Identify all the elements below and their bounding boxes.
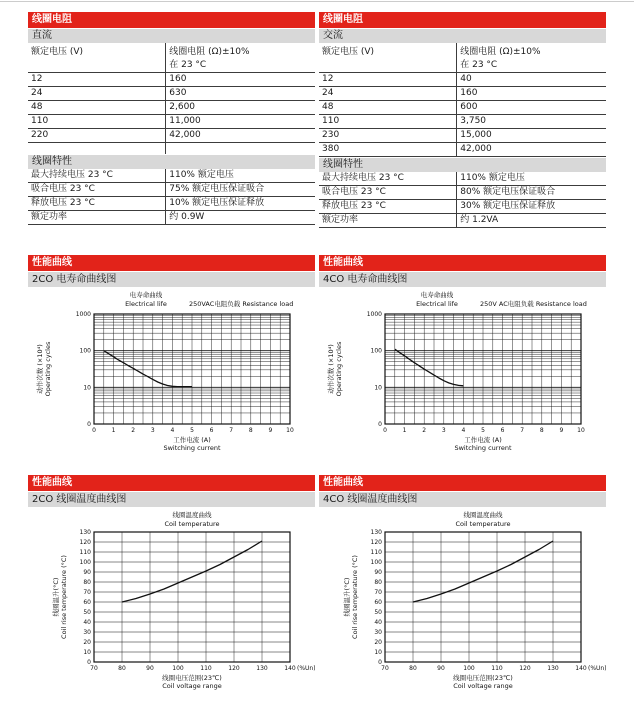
table-row [28, 128, 315, 142]
chart-text: 100 [370, 347, 382, 355]
row-value-cell: 110% 额定电压 [166, 169, 315, 183]
coil-resistance-dc-section [28, 12, 315, 225]
row-value-cell: 约 1.2VA [457, 213, 606, 227]
chart-text: 80 [83, 579, 91, 586]
chart-text: 1 [111, 427, 116, 434]
chart-text: 70 [90, 665, 98, 672]
chart-text: 130 [547, 665, 559, 672]
chart-text: 0 [87, 659, 91, 666]
chart-text: 120 [79, 539, 91, 546]
section-header: 性能曲线 [319, 475, 606, 491]
chart-text: Operating cycles [44, 341, 52, 397]
section-header: 线圈电阻 [319, 12, 606, 28]
coil-temperature-chart-2co [28, 508, 315, 694]
row-label-cell: 230 [319, 128, 457, 142]
coil-characteristics-table-dc [28, 169, 315, 225]
row-value-cell: 11,000 [166, 114, 315, 128]
chart-text: Electrical life [125, 300, 167, 308]
chart-text: 0 [378, 421, 382, 428]
row-value-cell: 110% 额定电压 [457, 172, 606, 186]
row-value-cell: 30% 额定电压保证释放 [457, 199, 606, 213]
row-label-cell: 最大持续电压 23 °C [319, 172, 457, 186]
chart-text: 60 [374, 599, 382, 606]
chart-text: Coil voltage range [162, 682, 222, 690]
chart-text: 90 [83, 569, 91, 576]
chart-text: Coil rise temperature (°C) [351, 555, 359, 639]
chart-text: 10 [374, 384, 382, 392]
electrical-life-chart-2co [28, 288, 315, 462]
row-label-cell: 12 [28, 72, 166, 86]
chart-text: 70 [381, 665, 389, 672]
chart-text: 线圈温度曲线 [463, 511, 503, 519]
row-value-cell: 42,000 [457, 142, 606, 156]
table-row [28, 114, 315, 128]
chart-text: 2 [422, 427, 427, 434]
chart-text: 7 [229, 427, 234, 434]
table-row [319, 172, 606, 186]
col-header-coil-resistance [457, 43, 606, 72]
coil-resistance-ac-section [319, 12, 606, 228]
row-value-cell: 2,600 [166, 100, 315, 114]
coil-characteristics-table-ac [319, 172, 606, 228]
chart-text: 0 [378, 659, 382, 666]
row-value-cell: 80% 额定电压保证吸合 [457, 185, 606, 199]
coil-temperature-chart-2co [28, 508, 315, 698]
chart-text: 6 [209, 427, 214, 434]
section-header: 线圈电阻 [28, 12, 315, 28]
row-label-cell: 380 [319, 142, 457, 156]
chart-text: 工作电流 (A) [464, 436, 502, 444]
chart-text: 140 [575, 665, 587, 672]
section-subheader-dc: 直流 [28, 29, 315, 43]
row-label-cell: 吸合电压 23 °C [319, 185, 457, 199]
chart-text: Coil voltage range [453, 682, 513, 690]
coil-temperature-chart-4co [319, 508, 606, 694]
row-label-cell: 220 [28, 128, 166, 142]
performance-curve-2co-temp-section [28, 475, 315, 698]
table-row [319, 213, 606, 227]
table-row [28, 72, 315, 86]
chart-text: 80 [374, 579, 382, 586]
coil-characteristics-subheader: 线圈特性 [319, 158, 606, 172]
chart-text: 100 [370, 559, 382, 566]
chart-text: 60 [83, 599, 91, 606]
section-subheader: 4CO 电寿命曲线图 [319, 272, 606, 287]
table-row [319, 72, 606, 86]
performance-curve-4co-life-section [319, 255, 606, 462]
coil-temperature-chart-4co [319, 508, 606, 698]
row-label-cell: 48 [28, 100, 166, 114]
chart-text: 90 [146, 665, 154, 672]
chart-text: 9 [268, 427, 273, 434]
col-header-coil-resistance [166, 43, 315, 72]
chart-text: 40 [374, 619, 382, 626]
chart-text: 0 [383, 427, 387, 434]
chart-text: 动作次数 (×10⁴) [327, 344, 335, 394]
chart-text: 70 [83, 589, 91, 596]
row-label-cell: 额定功率 [28, 211, 166, 225]
chart-text: 130 [370, 529, 382, 536]
row-value-cell: 160 [457, 86, 606, 100]
row-value-cell [166, 142, 315, 154]
chart-text: 40 [83, 619, 91, 626]
chart-text: Coil rise temperature (°C) [60, 555, 68, 639]
chart-text: 80 [118, 665, 126, 672]
chart-text: 8 [539, 427, 544, 434]
chart-text: 120 [370, 539, 382, 546]
row-label-cell: 最大持续电压 23 °C [28, 169, 166, 183]
chart-text: 120 [519, 665, 531, 672]
data-curve [122, 541, 262, 602]
col-header-rated-voltage: 额定电压 (V) [319, 43, 457, 72]
table-row [28, 183, 315, 197]
row-label-cell [28, 142, 166, 154]
chart-text: 20 [374, 639, 382, 646]
table-row [319, 142, 606, 156]
chart-text: 0 [87, 421, 91, 428]
row-value-cell: 75% 额定电压保证吸合 [166, 183, 315, 197]
chart-text: 130 [79, 529, 91, 536]
row-label-cell: 110 [28, 114, 166, 128]
chart-text: 2 [131, 427, 136, 434]
chart-text: Coil temperature [164, 520, 220, 528]
chart-text: 7 [520, 427, 525, 434]
chart-text: 线圈电压范围(23℃) [453, 674, 513, 682]
chart-text: 3 [441, 427, 446, 434]
row-value-cell: 10% 额定电压保证释放 [166, 197, 315, 211]
coil-resistance-table-ac [319, 43, 606, 157]
table-header-row [28, 43, 315, 72]
chart-text: 10 [83, 649, 91, 656]
chart-text: 4 [170, 427, 175, 434]
chart-text: 1000 [75, 311, 91, 318]
chart-text: 100 [172, 665, 184, 672]
chart-text: 8 [248, 427, 253, 434]
chart-text: 动作次数 (×10⁴) [36, 344, 44, 394]
section-subheader: 2CO 电寿命曲线图 [28, 272, 315, 287]
table-row [319, 185, 606, 199]
chart-text: 110 [79, 549, 91, 556]
table-row [28, 169, 315, 183]
row-label-cell: 24 [28, 86, 166, 100]
chart-text: Switching current [454, 444, 512, 452]
chart-text: Switching current [163, 444, 221, 452]
data-curve [413, 541, 553, 602]
col-header-line1: 线圈电阻 (Ω)±10% [460, 47, 541, 57]
col-header-line2: 在 23 °C [460, 60, 498, 70]
electrical-life-chart-2co [28, 288, 315, 458]
chart-text: 50 [83, 609, 91, 616]
coil-resistance-table-dc [28, 43, 315, 154]
chart-text: 5 [481, 427, 485, 434]
chart-text: 30 [83, 629, 91, 636]
chart-text: 5 [190, 427, 194, 434]
chart-text: (%Un) [297, 665, 315, 672]
chart-text: 电寿命曲线 [129, 291, 163, 299]
row-label-cell: 48 [319, 100, 457, 114]
row-label-cell: 110 [319, 114, 457, 128]
chart-text: 9 [559, 427, 564, 434]
chart-text: 线圈温升(°C) [52, 577, 60, 617]
chart-text: Operating cycles [335, 341, 343, 397]
row-label-cell: 释放电压 23 °C [319, 199, 457, 213]
table-row [28, 86, 315, 100]
chart-text: 120 [228, 665, 240, 672]
chart-text: 4 [461, 427, 466, 434]
chart-text: 6 [500, 427, 505, 434]
col-header-line2: 在 23 °C [169, 60, 207, 70]
electrical-life-chart-4co [319, 288, 606, 458]
row-value-cell: 约 0.9W [166, 211, 315, 225]
row-label-cell: 吸合电压 23 °C [28, 183, 166, 197]
chart-text: 线圈温升(°C) [343, 577, 351, 617]
data-curve [395, 349, 464, 386]
section-subheader-ac: 交流 [319, 29, 606, 43]
chart-text: 电寿命曲线 [420, 291, 454, 299]
table-row [28, 100, 315, 114]
coil-characteristics-subheader: 线圈特性 [28, 155, 315, 169]
chart-text: 100 [79, 559, 91, 566]
col-header-line1: 线圈电阻 (Ω)±10% [169, 47, 250, 57]
electrical-life-chart-4co [319, 288, 606, 462]
row-label-cell: 24 [319, 86, 457, 100]
chart-text: (%Un) [588, 665, 606, 672]
chart-text: 90 [374, 569, 382, 576]
chart-text: 100 [463, 665, 475, 672]
table-row [319, 199, 606, 213]
chart-text: 50 [374, 609, 382, 616]
row-value-cell: 40 [457, 72, 606, 86]
chart-text: 140 [284, 665, 296, 672]
table-row [319, 86, 606, 100]
row-value-cell: 3,750 [457, 114, 606, 128]
chart-text: 110 [491, 665, 503, 672]
table-row [319, 100, 606, 114]
performance-curve-4co-temp-section [319, 475, 606, 698]
row-value-cell: 42,000 [166, 128, 315, 142]
section-header: 性能曲线 [319, 255, 606, 271]
chart-text: 80 [409, 665, 417, 672]
chart-text: Coil temperature [455, 520, 511, 528]
row-value-cell: 600 [457, 100, 606, 114]
chart-text: 10 [83, 384, 91, 392]
chart-text: 30 [374, 629, 382, 636]
row-label-cell: 12 [319, 72, 457, 86]
table-row [28, 142, 315, 154]
chart-text: 线圈电压范围(23℃) [162, 674, 222, 682]
chart-text: 90 [437, 665, 445, 672]
chart-text: 70 [374, 589, 382, 596]
chart-text: 110 [200, 665, 212, 672]
data-curve [104, 351, 192, 387]
chart-text: 1000 [366, 311, 382, 318]
chart-text: 1 [402, 427, 407, 434]
chart-text: 20 [83, 639, 91, 646]
chart-text: 110 [370, 549, 382, 556]
table-row [28, 197, 315, 211]
row-label-cell: 额定功率 [319, 213, 457, 227]
chart-text: 0 [92, 427, 96, 434]
section-subheader: 2CO 线圈温度曲线图 [28, 492, 315, 507]
table-row [28, 211, 315, 225]
performance-curve-2co-life-section [28, 255, 315, 462]
row-value-cell: 160 [166, 72, 315, 86]
chart-text: 130 [256, 665, 268, 672]
row-label-cell: 释放电压 23 °C [28, 197, 166, 211]
section-header: 性能曲线 [28, 475, 315, 491]
chart-text: 250V AC电阻负载 Resistance load [480, 300, 587, 308]
col-header-rated-voltage: 额定电压 (V) [28, 43, 166, 72]
row-value-cell: 630 [166, 86, 315, 100]
chart-text: 10 [374, 649, 382, 656]
chart-text: 线圈温度曲线 [172, 511, 212, 519]
chart-text: 10 [286, 427, 294, 434]
table-row [319, 114, 606, 128]
section-header: 性能曲线 [28, 255, 315, 271]
chart-text: 10 [577, 427, 585, 434]
chart-text: 250VAC电阻负载 Resistance load [189, 300, 294, 308]
page-top-border [0, 1, 634, 2]
table-header-row [319, 43, 606, 72]
section-subheader: 4CO 线圈温度曲线图 [319, 492, 606, 507]
row-value-cell: 15,000 [457, 128, 606, 142]
table-row [319, 128, 606, 142]
chart-text: Electrical life [416, 300, 458, 308]
chart-text: 100 [79, 347, 91, 355]
chart-text: 3 [150, 427, 155, 434]
chart-text: 工作电流 (A) [173, 436, 211, 444]
